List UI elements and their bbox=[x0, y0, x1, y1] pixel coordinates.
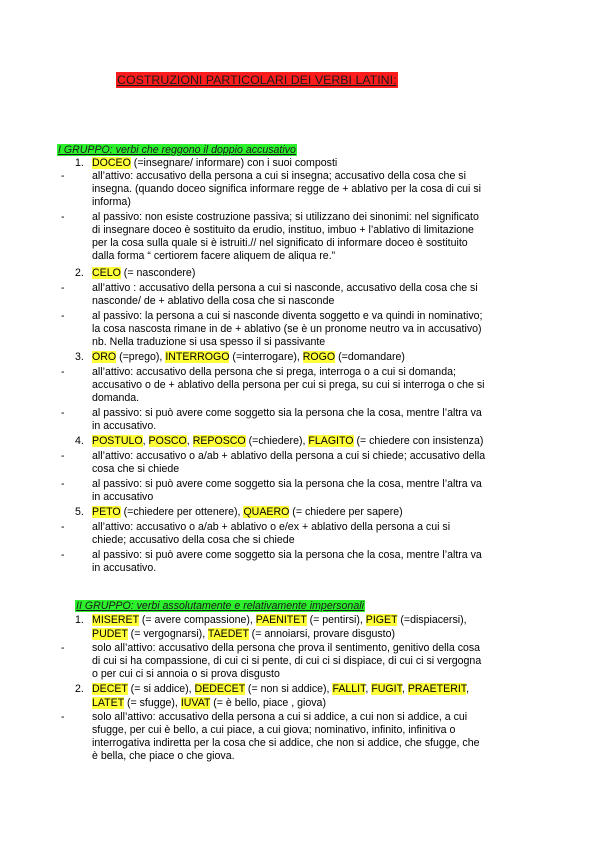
verb-gloss: (= si addice), bbox=[127, 683, 195, 695]
text-line: in accusativo bbox=[92, 491, 154, 503]
text-line: cosa che si chiede bbox=[92, 463, 180, 475]
verb-gloss: (=chiedere), bbox=[245, 435, 309, 447]
page-title: COSTRUZIONI PARTICOLARI DEI VERBI LATINI: bbox=[117, 73, 397, 87]
text-line: domanda. bbox=[92, 392, 140, 404]
text-line: nasconde/ de + ablativo della cosa che si nasconde bbox=[92, 295, 335, 307]
verb-gloss: (= nascondere) bbox=[120, 267, 196, 279]
verb-gloss: , bbox=[186, 435, 193, 447]
verb-highlight: ORO bbox=[92, 351, 117, 363]
verb-highlight: POSCO bbox=[148, 435, 187, 447]
verb-highlight: PETO bbox=[92, 506, 121, 518]
verb-highlight: PIGET bbox=[365, 614, 398, 626]
verb-gloss: (=interrogare), bbox=[229, 351, 303, 363]
bullet-dash: - bbox=[61, 407, 65, 419]
bullet-dash: - bbox=[61, 521, 65, 533]
list-item-heading-continued bbox=[92, 697, 326, 710]
bullet-dash: - bbox=[61, 366, 65, 378]
item-number: 4. bbox=[75, 435, 84, 447]
text-line: nb. Nella traduzione si usa spesso il si passivante bbox=[92, 336, 326, 348]
list-item-heading bbox=[92, 614, 467, 627]
verb-gloss: (=prego), bbox=[116, 351, 166, 363]
text-line: è bella, che piace o che giova. bbox=[92, 750, 235, 762]
item-number: 2. bbox=[75, 683, 84, 695]
text-line: solo all’attivo: accusativo della persona che prova il sentimento, genitivo della cosa bbox=[92, 642, 481, 654]
bullet-dash: - bbox=[61, 711, 65, 723]
text-line: al passivo: non esiste costruzione passiva; si utilizzano dei sinonimi: nel significato bbox=[92, 211, 479, 223]
text-line: al passivo: si può avere come soggetto sia la persona che la cosa, mentre l’altra va bbox=[92, 549, 482, 561]
text-line: al passivo: si può avere come soggetto sia la persona che la cosa, mentre l’altra va bbox=[92, 478, 482, 490]
verb-highlight: DOCEO bbox=[92, 157, 131, 169]
verb-highlight: QUAERO bbox=[243, 506, 290, 518]
text-line: la cosa nascosta rimane in de + ablativo (se è un pronome neutro va in accusativo) bbox=[92, 323, 482, 335]
verb-highlight: PUDET bbox=[92, 628, 128, 640]
verb-gloss: , bbox=[401, 683, 408, 695]
text-line: in accusativo. bbox=[92, 562, 157, 574]
list-item-heading bbox=[92, 267, 195, 280]
bullet-dash: - bbox=[61, 450, 65, 462]
text-line: o per cui ci si annoia o si prova disgusto bbox=[92, 668, 280, 680]
verb-highlight: DECET bbox=[92, 683, 128, 695]
verb-highlight: TAEDET bbox=[207, 628, 249, 640]
list-item-heading bbox=[92, 683, 469, 696]
verb-gloss: (= sfugge), bbox=[124, 697, 181, 709]
bullet-dash: - bbox=[61, 642, 65, 654]
verb-highlight: CELO bbox=[92, 267, 121, 279]
text-line: dalla forma “ certiorem facere aliquem de aliqua re.” bbox=[92, 250, 336, 262]
text-line: all’attivo: accusativo o a/ab + ablativo o e/ex + ablativo della persona a cui si bbox=[92, 521, 451, 533]
text-line: di insegnare doceo è sostituito da erudio, instituo, imbuo + l’ablativo di limitazione bbox=[92, 224, 474, 236]
group-2-heading: II GRUPPO: verbi assolutamente e relativamente impersonali bbox=[76, 600, 364, 612]
bullet-dash: - bbox=[61, 478, 65, 490]
verb-gloss: (=chiedere per ottenere), bbox=[120, 506, 244, 518]
verb-highlight: PAENITET bbox=[255, 614, 307, 626]
verb-highlight: PRAETERIT bbox=[407, 683, 467, 695]
text-line: accusativo o de + ablativo della persona per cui si prega, su cui si interroga o che si bbox=[92, 379, 485, 391]
verb-highlight: MISERET bbox=[92, 614, 139, 626]
list-item-heading bbox=[92, 506, 403, 519]
verb-highlight: REPOSCO bbox=[192, 435, 246, 447]
text-line: all’attivo: accusativo della persona a cui si insegna; accusativo della cosa che si bbox=[92, 170, 466, 182]
verb-highlight: LATET bbox=[92, 697, 124, 709]
verb-gloss: (= annoiarsi, provare disgusto) bbox=[248, 628, 396, 640]
text-line: al passivo: si può avere come soggetto sia la persona che la cosa, mentre l’altra va bbox=[92, 407, 482, 419]
verb-gloss: , bbox=[365, 683, 372, 695]
verb-gloss: (= chiedere per sapere) bbox=[289, 506, 403, 518]
verb-highlight: INTERROGO bbox=[165, 351, 230, 363]
verb-gloss: (=insegnare/ informare) con i suoi composti bbox=[130, 157, 338, 169]
text-line: insegna. (quando doceo significa informare regge de + ablativo per la cosa di cui si bbox=[92, 183, 481, 195]
verb-gloss: (= è bello, piace , giova) bbox=[210, 697, 326, 709]
verb-gloss: (= pentirsi), bbox=[306, 614, 366, 626]
verb-highlight: IUVAT bbox=[180, 697, 211, 709]
verb-gloss: (= non si addice), bbox=[244, 683, 333, 695]
text-line: in accusativo. bbox=[92, 420, 157, 432]
verb-highlight: FLAGITO bbox=[308, 435, 354, 447]
verb-highlight: POSTULO bbox=[92, 435, 143, 447]
verb-highlight: ROGO bbox=[302, 351, 336, 363]
text-line: sfugge, per cui è bello, a cui piace, a cui giova; nominativo, infinito, infinitiva o bbox=[92, 724, 456, 736]
text-line: di cui si ha compassione, di cui ci si pente, di cui ci si dispiace, di cui ci si vergogna bbox=[92, 655, 482, 667]
text-line: informa) bbox=[92, 196, 131, 208]
text-line: all’attivo: accusativo della persona che si prega, interroga o a cui si domanda; bbox=[92, 366, 456, 378]
text-line: all’attivo : accusativo della persona a cui si nasconde, accusativo della cosa che si bbox=[92, 282, 478, 294]
bullet-dash: - bbox=[61, 170, 65, 182]
text-line: all’attivo: accusativo o a/ab + ablativo della persona a cui si chiede; accusativo della bbox=[92, 450, 486, 462]
bullet-dash: - bbox=[61, 549, 65, 561]
verb-gloss: (= avere compassione), bbox=[138, 614, 256, 626]
bullet-dash: - bbox=[61, 211, 65, 223]
group-1-heading: I GRUPPO: verbi che reggono il doppio accusativo bbox=[58, 144, 296, 156]
verb-gloss: , bbox=[466, 683, 470, 695]
text-line: interrogativa indiretta per la cosa che si addice, che non si addice, che sfugge, che bbox=[92, 737, 480, 749]
verb-gloss: (=dispiacersi), bbox=[397, 614, 467, 626]
item-number: 1. bbox=[75, 614, 84, 626]
bullet-dash: - bbox=[61, 282, 65, 294]
list-item-heading bbox=[92, 157, 337, 170]
verb-gloss: (= chiedere con insistenza) bbox=[353, 435, 484, 447]
text-line: solo all’attivo: accusativo della persona a cui si addice, a cui non si addice, a cui bbox=[92, 711, 468, 723]
verb-highlight: FALLIT bbox=[332, 683, 366, 695]
text-line: per la cosa sulla quale si è istruiti.// nel significato di informare doceo è sostituito bbox=[92, 237, 468, 249]
item-number: 2. bbox=[75, 267, 84, 279]
item-number: 3. bbox=[75, 351, 84, 363]
verb-highlight: DEDECET bbox=[194, 683, 245, 695]
list-item-heading bbox=[92, 435, 483, 448]
text-line: al passivo: la persona a cui si nasconde diventa soggetto e va quindi in nominativo; bbox=[92, 310, 483, 322]
verb-gloss: (=domandare) bbox=[335, 351, 405, 363]
item-number: 5. bbox=[75, 506, 84, 518]
bullet-dash: - bbox=[61, 310, 65, 322]
verb-gloss: , bbox=[142, 435, 149, 447]
list-item-heading bbox=[92, 351, 405, 364]
text-line: chiede; accusativo della cosa che si chiede bbox=[92, 534, 295, 546]
verb-gloss: (= vergognarsi), bbox=[127, 628, 208, 640]
verb-highlight: FUGIT bbox=[371, 683, 402, 695]
item-number: 1. bbox=[75, 157, 84, 169]
list-item-heading-continued bbox=[92, 628, 395, 641]
